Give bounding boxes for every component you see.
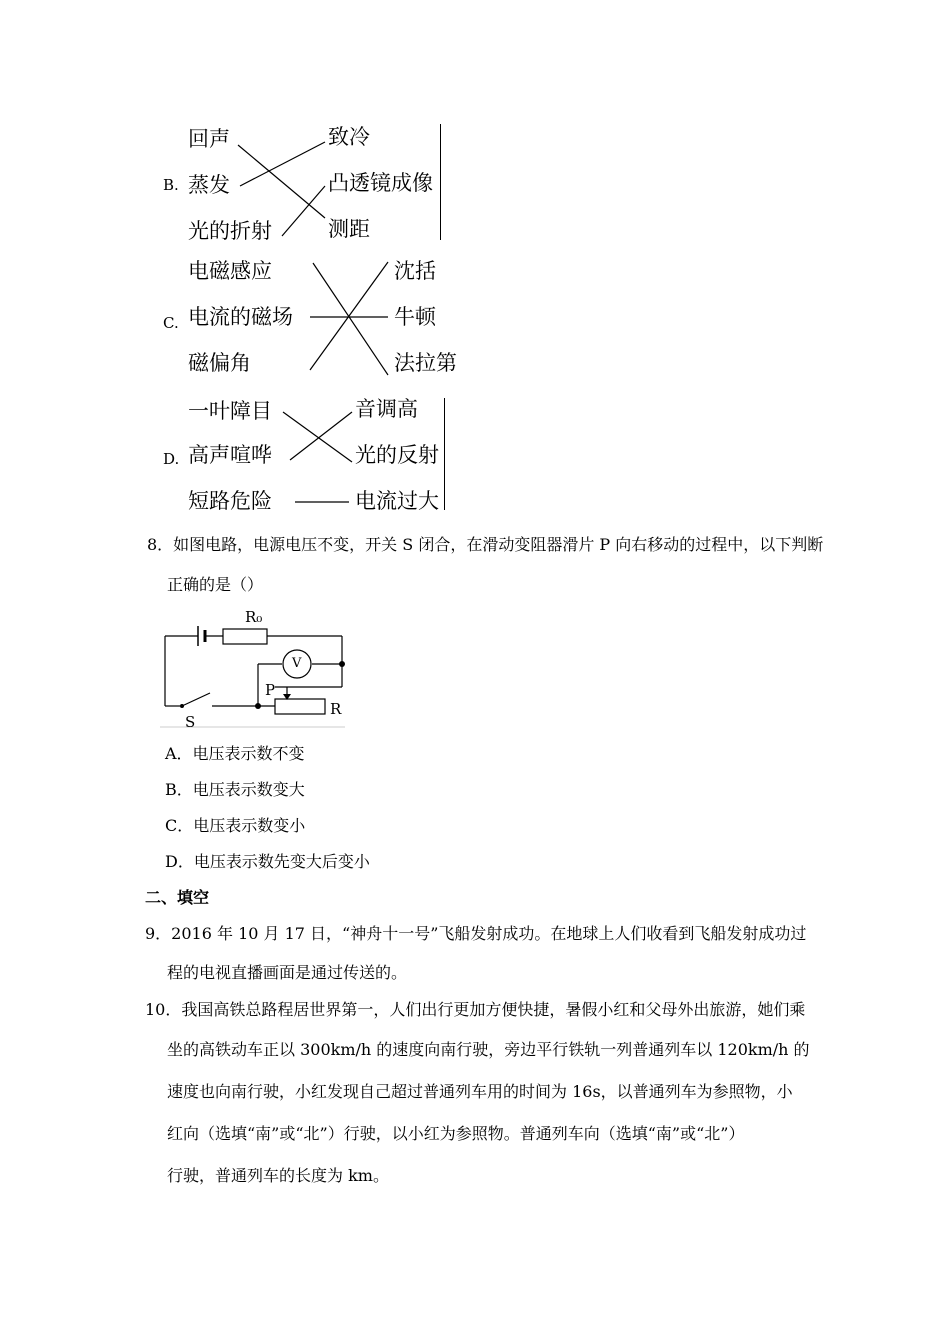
left-item: 一叶障目 — [188, 399, 272, 423]
right-item: 法拉第 — [394, 351, 457, 375]
option-letter-d: D. — [163, 450, 180, 468]
left-item: 光的折射 — [188, 219, 272, 243]
option-d[interactable]: D．电压表示数先变大后变小 — [165, 852, 370, 871]
section-heading: 二、填空 — [145, 888, 210, 907]
left-item: 高声喧哗 — [188, 443, 272, 467]
q9-line1: 9．2016 年 10 月 17 日，“神舟十一号”飞船发射成功。在地球上人们收看到飞船发射成功过 — [145, 924, 807, 943]
label-p: P — [265, 681, 276, 699]
q9-line2: 程的电视直播画面是通过传送的。 — [167, 963, 408, 982]
label-r0: R₀ — [245, 608, 263, 626]
right-item: 光的反射 — [355, 443, 439, 467]
option-letter-b: B. — [163, 176, 179, 194]
circuit-diagram — [160, 605, 350, 730]
option-a[interactable]: A．电压表示数不变 — [165, 744, 305, 763]
right-item: 测距 — [328, 217, 370, 241]
left-item: 电流的磁场 — [188, 305, 293, 329]
right-item: 牛顿 — [394, 305, 436, 329]
right-item: 音调高 — [355, 397, 418, 421]
option-c[interactable]: C．电压表示数变小 — [165, 816, 306, 835]
left-item: 短路危险 — [188, 489, 272, 513]
label-s: S — [185, 713, 196, 731]
q10-line3: 速度也向南行驶，小红发现自己超过普通列车用的时间为 16s，以普通列车为参照物，小 — [167, 1082, 793, 1101]
q8-stem-line2: 正确的是（） — [167, 575, 264, 594]
figure-border — [444, 398, 445, 510]
label-r: R — [330, 700, 342, 718]
right-item: 电流过大 — [355, 489, 439, 513]
q10-line1: 10．我国高铁总路程居世界第一，人们出行更加方便快捷，暑假小红和父母外出旅游，她们乘 — [145, 1000, 806, 1019]
q8-stem-line1: 8．如图电路，电源电压不变，开关 S 闭合，在滑动变阻器滑片 P 向右移动的过程中，以下判断 — [147, 535, 824, 554]
left-item: 电磁感应 — [188, 259, 272, 283]
label-v: V — [292, 656, 302, 671]
right-item: 凸透镜成像 — [328, 171, 433, 195]
q10-line5: 行驶，普通列车的长度为 km。 — [167, 1166, 389, 1185]
q10-line4: 红向（选填“南”或“北”）行驶，以小红为参照物。普通列车向（选填“南”或“北”） — [167, 1124, 745, 1143]
left-item: 磁偏角 — [188, 351, 251, 375]
option-letter-c: C. — [163, 314, 179, 332]
figure-border — [440, 124, 441, 240]
left-item: 回声 — [188, 127, 230, 151]
right-item: 沈括 — [394, 259, 436, 283]
right-item: 致冷 — [328, 125, 370, 149]
left-item: 蒸发 — [188, 173, 230, 197]
q10-line2: 坐的高铁动车正以 300km/h 的速度向南行驶，旁边平行铁轨一列普通列车以 120km/h 的 — [167, 1040, 810, 1059]
option-b[interactable]: B．电压表示数变大 — [165, 780, 305, 799]
